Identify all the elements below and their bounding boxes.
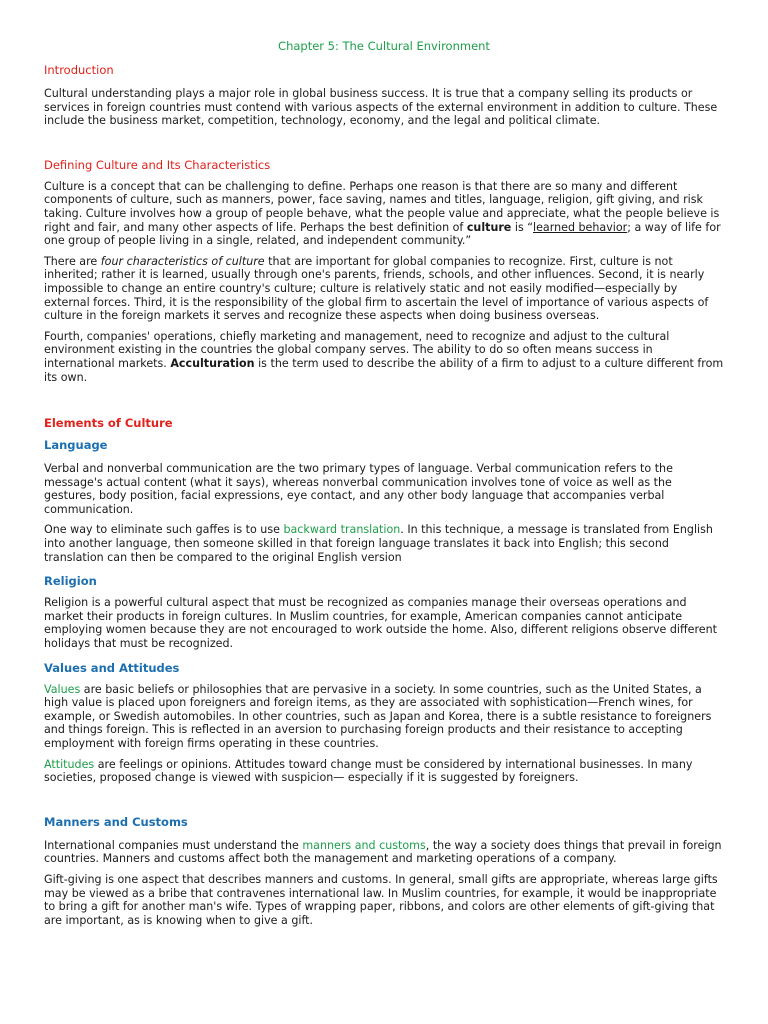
language-heading: Language [44,438,108,453]
manners-customs-heading: Manners and Customs [44,814,188,829]
bold-term-acculturation: Acculturation [170,356,255,370]
text-run: Culture is a concept that can be challenging to define. Perhaps one reason is that there are so many and different components of culture, such as manners, power, face saving, names and titles, language, religion, gift giving, and risk taking. Culture involves how a group of people behave, what the people value and appreciate, what the people believe is right and fair, and many other aspects of life. Perhaps the best definition of [44,179,720,234]
introduction-paragraph: Cultural understanding plays a major role in global business success. It is true that a company selling its products or services in foreign countries must contend with various aspects of the external environment in addition to culture. These include the business market, competition, technology, economy, and the legal and political climate. [44,87,718,128]
language-paragraph-2 [44,523,724,564]
defining-paragraph-1 [44,180,724,248]
values-paragraph [44,683,724,751]
introduction-heading: Introduction [44,63,114,77]
religion-paragraph: Religion is a powerful cultural aspect that must be recognized as companies manage their overseas operations and market their products in foreign cultures. In Muslim countries, for example, American companies cannot anticipate employing women because they are not encouraged to work outside the home. Also, different religions observe different holidays that must be recognized. [44,596,718,651]
text-run: There are [44,254,101,268]
text-run: is the term used to describe the ability of a firm to adjust to a culture different from its own. [44,356,724,384]
values-attitudes-heading: Values and Attitudes [44,660,180,675]
manners-paragraph-1 [44,839,724,866]
language-paragraph-1: Verbal and nonverbal communication are the two primary types of language. Verbal communication refers to the message's actual content (what it says), whereas nonverbal communication involves tone of voice as well as the gestures, body position, facial expressions, eye contact, and any other body language that accompanies verbal communication. [44,462,673,516]
green-term: backward translation [283,523,401,537]
defining-culture-heading: Defining Culture and Its Characteristics [44,157,271,172]
chapter-title: Chapter 5: The Cultural Environment [278,39,490,53]
elements-heading: Elements of Culture [44,416,173,431]
religion-heading: Religion [44,574,97,589]
underlined-term: learned behavior [533,220,628,234]
text-run: ; a way of life for one group of people living in a single, related, and independent community.” [44,220,721,248]
text-run: is “ [511,220,534,234]
defining-paragraph-2 [44,255,724,323]
text-run: International companies must understand the [44,838,303,852]
text-run: are feelings or opinions. Attitudes toward change must be considered by international businesses. In many societies, proposed change is viewed with suspicion— especially if it is suggested by foreigners. [44,757,693,785]
green-term: Values [44,682,81,696]
text-run: . In this technique, a message is translated from English into another language, then someone skilled in that foreign language translates it back into English; this second translation can then be compared to the original English version [44,523,713,564]
text-run: that are important for global companies to recognize. First, culture is not inherited; rather it is learned, usually through one's parents, friends, schools, and other influences. Second, it is nearly impossible to change an entire country's culture; culture is relatively static and not easily modified—especially by external forces. Third, it is the responsibility of the global firm to ascertain the level of importance of various aspects of culture in the foreign markets it serves and recognize these aspects when doing business overseas. [44,254,709,323]
text-run: are basic beliefs or philosophies that are pervasive in a society. In some countries, such as the United States, a high value is placed upon foreigners and foreign items, as they are associated with sophistication—French wines, for example, or Swedish automobiles. In other countries, such as Japan and Korea, there is a subtle resistance to foreigners and things foreign. This is reflected in an aversion to purchasing foreign products and their resistance to accepting employment with foreign firms operating in these countries. [44,682,712,750]
green-term: Attitudes [44,757,95,771]
text-run: One way to eliminate such gaffes is to use [44,523,284,537]
text-run: Fourth, companies' operations, chiefly marketing and management, need to recognize and adjust to the cultural environment existing in the countries the global company serves. The ability to do so often means success in international markets. [44,329,670,370]
manners-paragraph-2: Gift-giving is one aspect that describes manners and customs. In general, small gifts are appropriate, whereas large gifts may be viewed as a bribe that contravenes international law. In Muslim countries, for example, it would be inappropriate to bring a gift for another man's wife. Types of wrapping paper, ribbons, and colors are other elements of gift-giving that are important, as is knowing when to give a gift. [44,872,718,927]
bold-term-culture: culture [466,220,512,234]
attitudes-paragraph [44,758,724,785]
italic-term: four characteristics of culture [100,254,265,268]
text-run: , the way a society does things that prevail in foreign countries. Manners and customs affect both the management and marketing operations of a company. [44,838,722,866]
green-term: manners and customs [302,838,426,852]
defining-paragraph-3 [44,330,724,384]
